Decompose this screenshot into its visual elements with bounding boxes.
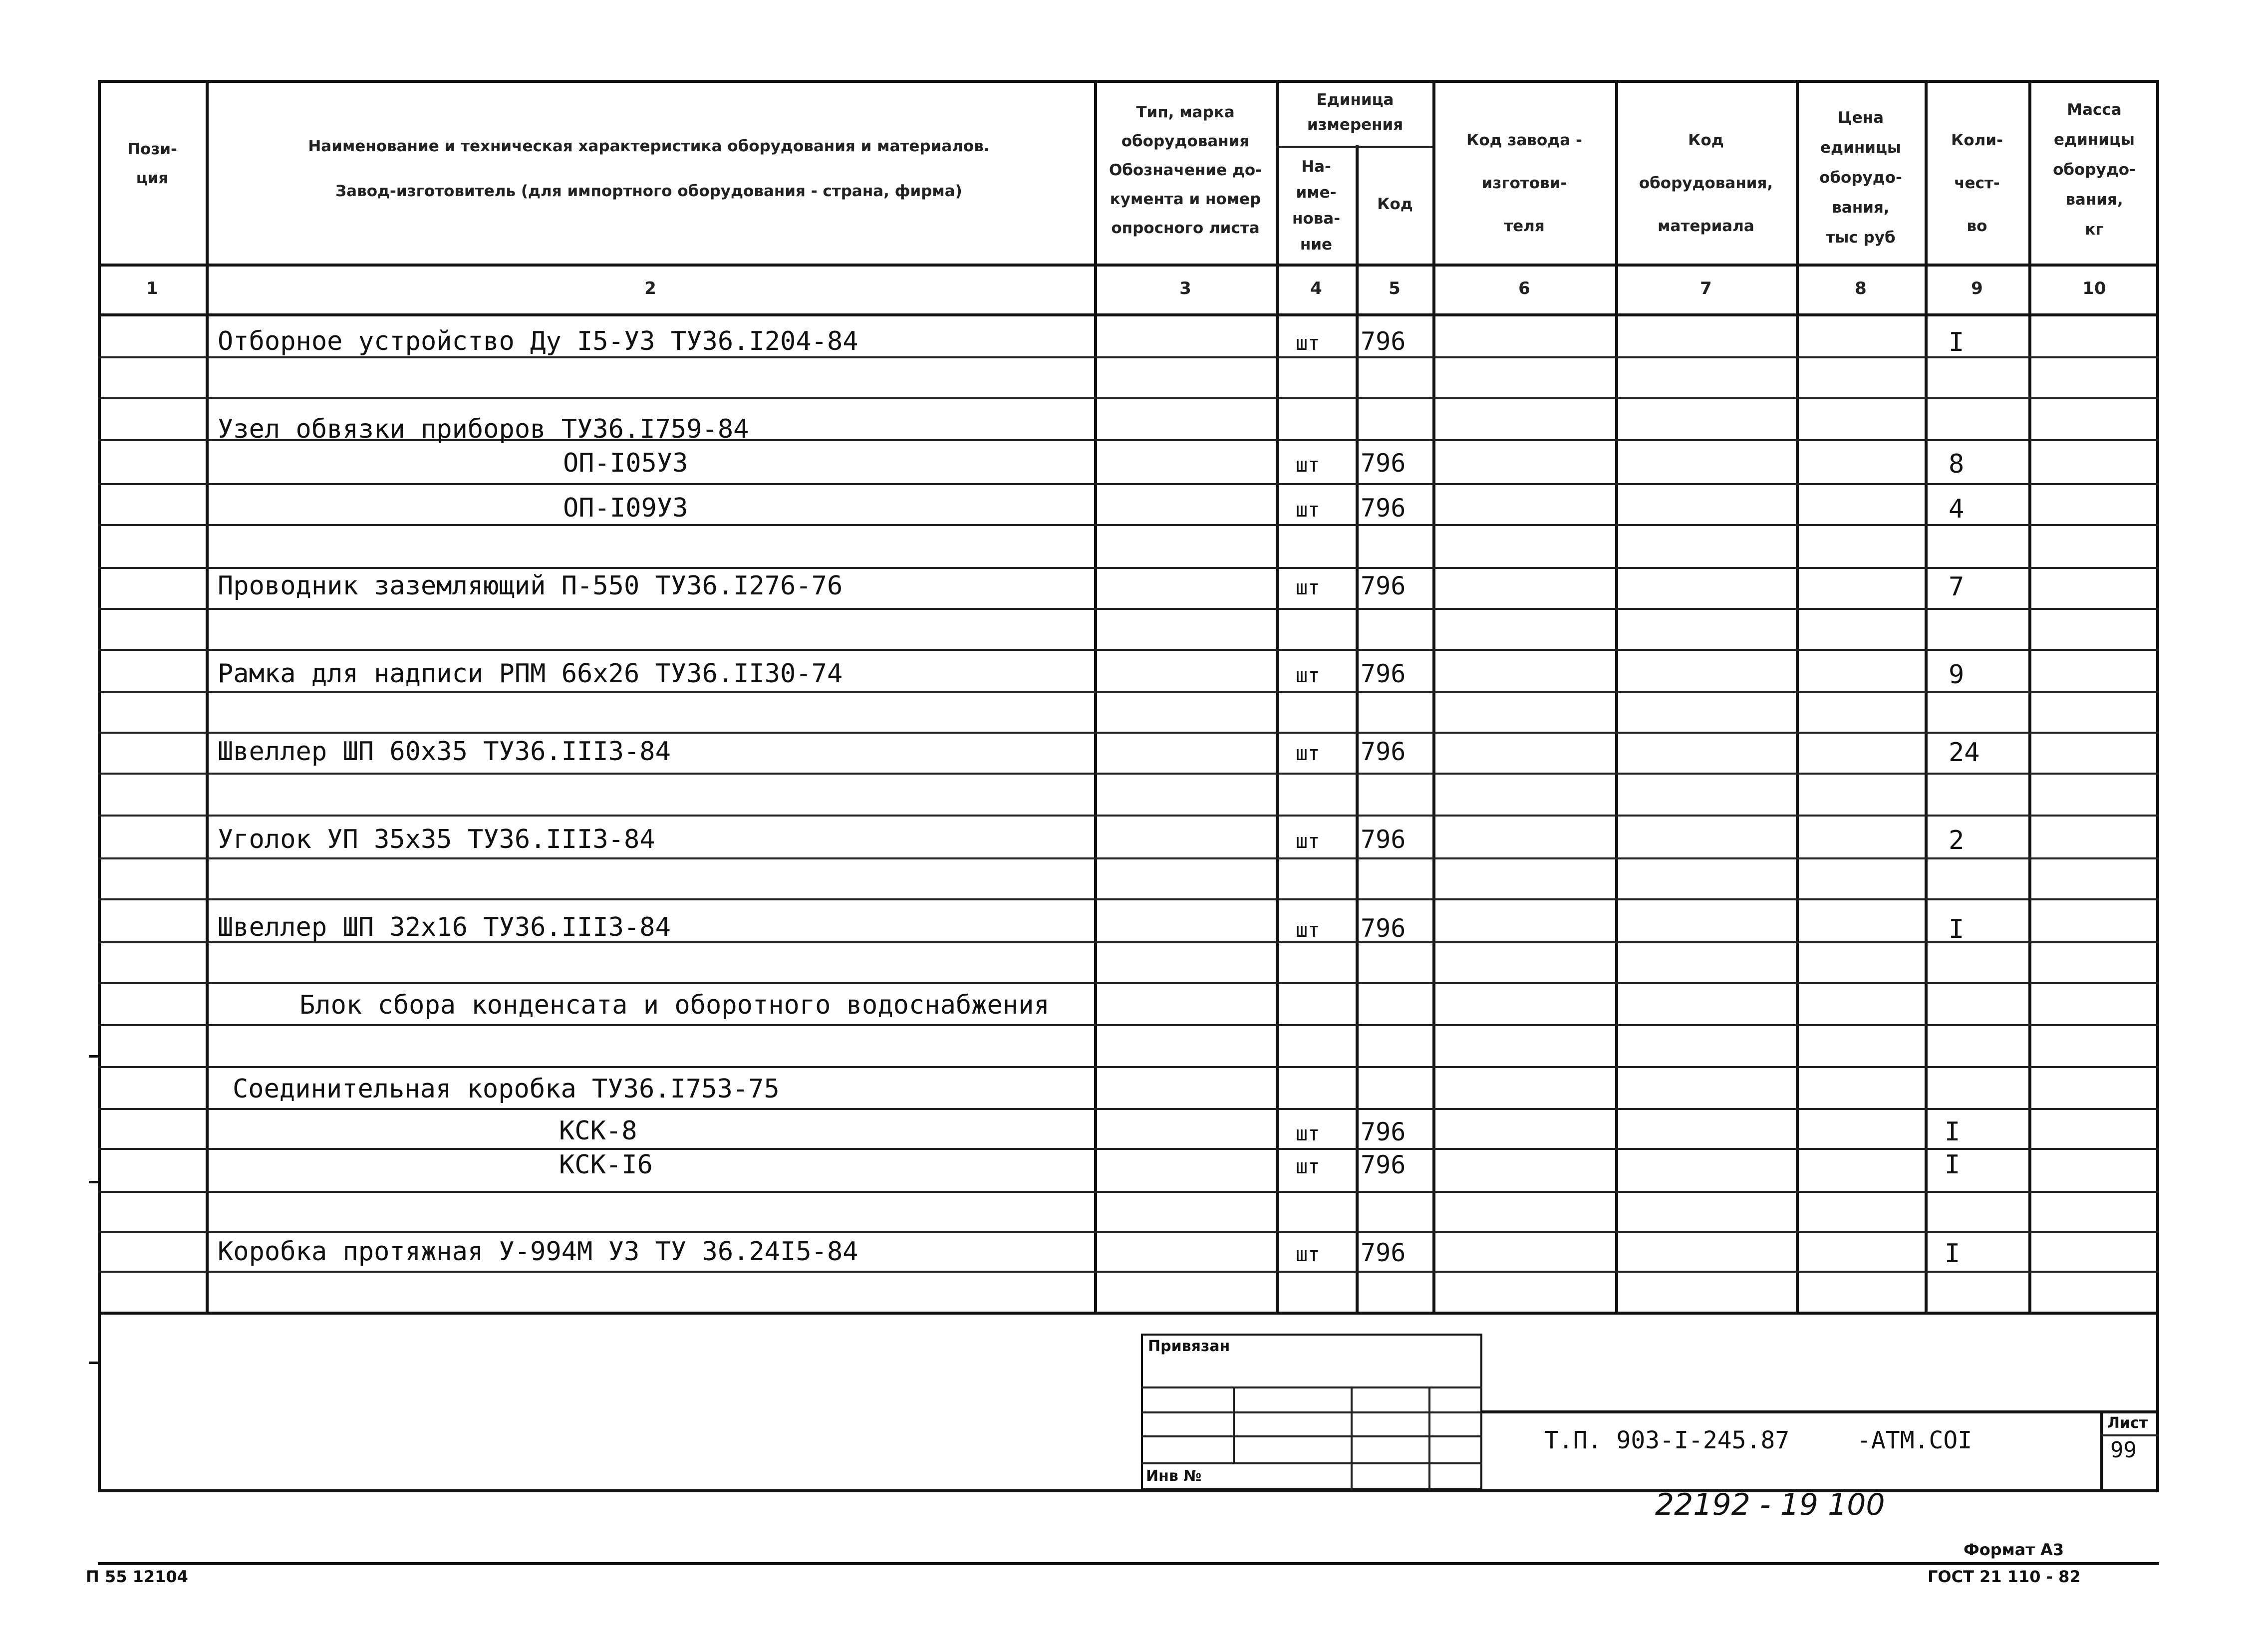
row-unit: шт bbox=[1296, 454, 1320, 477]
colnum-8: 8 bbox=[1855, 278, 1867, 298]
col-divider-4 bbox=[1356, 145, 1359, 1313]
row-name: Блок сбора конденсата и оборотного водоснабжения bbox=[299, 990, 1050, 1020]
row-qty: 9 bbox=[1949, 660, 1965, 690]
row-name: КСК-8 bbox=[559, 1116, 637, 1146]
colnum-10: 10 bbox=[2082, 278, 2106, 298]
row-name: Уголок УП 35х35 ТУ36.III3-84 bbox=[218, 825, 655, 854]
document-suffix: -АТМ.СОI bbox=[1857, 1426, 1972, 1454]
row-qty: 4 bbox=[1949, 494, 1965, 524]
row-unit: шт bbox=[1296, 919, 1320, 942]
footer-line bbox=[98, 1562, 2159, 1565]
colnum-7: 7 bbox=[1700, 278, 1712, 298]
row-line bbox=[98, 1108, 2159, 1110]
row-line bbox=[98, 567, 2159, 569]
document-number: Т.П. 903-I-245.87 bbox=[1544, 1426, 1790, 1454]
footer-left-code: П 55 12104 bbox=[86, 1567, 188, 1586]
row-name: КСК-I6 bbox=[559, 1150, 653, 1180]
row-line bbox=[98, 1148, 2159, 1150]
row-line bbox=[98, 524, 2159, 526]
colnum-5: 5 bbox=[1389, 278, 1401, 298]
header-price: Цена единицы оборудо- вания, тыс руб bbox=[1819, 109, 1902, 247]
row-code: 796 bbox=[1361, 327, 1406, 356]
header-bottom-line bbox=[98, 264, 2159, 267]
approval-row-line bbox=[1141, 1435, 1482, 1437]
header-position: Пози- ция bbox=[127, 140, 177, 187]
row-name: Проводник заземляющий П-550 ТУ36.I276-76 bbox=[218, 571, 843, 601]
row-line bbox=[98, 691, 2159, 693]
header-unit-name: На- име- нова- ние bbox=[1292, 158, 1341, 254]
row-name: Коробка протяжная У-994М УЗ ТУ 36.24I5-84 bbox=[218, 1237, 858, 1267]
approval-col-line bbox=[1351, 1386, 1353, 1490]
row-name: ОП-I09УЗ bbox=[563, 493, 688, 523]
row-unit: шт bbox=[1296, 1155, 1320, 1178]
header-factory-code: Код завода - изготови- теля bbox=[1466, 131, 1582, 235]
row-line bbox=[98, 483, 2159, 485]
row-line bbox=[98, 732, 2159, 734]
row-qty: 24 bbox=[1949, 738, 1980, 768]
margin-tick bbox=[89, 1362, 100, 1364]
colnum-6: 6 bbox=[1518, 278, 1530, 298]
row-name: Соединительная коробка ТУ36.I753-75 bbox=[233, 1074, 780, 1104]
row-line bbox=[98, 982, 2159, 984]
header-unit-code: Код bbox=[1377, 195, 1413, 213]
unit-group-divider bbox=[1276, 146, 1432, 148]
header-quantity: Коли- чест- во bbox=[1951, 131, 2003, 235]
row-unit: шт bbox=[1296, 742, 1320, 765]
row-code: 796 bbox=[1361, 494, 1406, 523]
row-unit: шт bbox=[1296, 1243, 1320, 1266]
row-code: 796 bbox=[1361, 825, 1406, 854]
row-line bbox=[98, 1271, 2159, 1273]
row-line bbox=[98, 608, 2159, 610]
inv-number-label: Инв № bbox=[1146, 1467, 1202, 1485]
row-unit: шт bbox=[1296, 830, 1320, 853]
sheet-number: 99 bbox=[2110, 1437, 2137, 1463]
colnum-1: 1 bbox=[146, 278, 158, 298]
colnum-9: 9 bbox=[1971, 278, 1983, 298]
colnum-bottom-line bbox=[98, 313, 2159, 316]
margin-tick bbox=[89, 1055, 100, 1058]
row-code: 796 bbox=[1361, 914, 1406, 943]
row-name: Отборное устройство Ду I5-УЗ ТУ36.I204-84 bbox=[218, 326, 858, 356]
header-name: Наименование и техническая характеристика оборудования и материалов. Завод-изготовитель (для импортного оборудования - страна, фирма) bbox=[308, 137, 990, 200]
row-line bbox=[98, 356, 2159, 358]
sheet-box-line bbox=[2100, 1434, 2159, 1436]
footer-format: Формат А3 bbox=[1964, 1540, 2064, 1559]
row-line bbox=[98, 649, 2159, 651]
approval-row-line bbox=[1141, 1462, 1482, 1464]
row-unit: шт bbox=[1296, 499, 1320, 522]
row-unit: шт bbox=[1296, 332, 1320, 355]
row-line bbox=[98, 1066, 2159, 1068]
approval-col-line bbox=[1428, 1386, 1430, 1490]
row-code: 796 bbox=[1361, 659, 1406, 688]
approval-col-line bbox=[1233, 1386, 1235, 1462]
colnum-4: 4 bbox=[1310, 278, 1322, 298]
row-qty: I bbox=[1945, 1150, 1961, 1180]
row-line bbox=[98, 1024, 2159, 1026]
row-line bbox=[98, 1231, 2159, 1233]
privyazan-label: Привязан bbox=[1148, 1338, 1230, 1355]
row-line bbox=[98, 815, 2159, 817]
row-name: Рамка для надписи РПМ 66х26 ТУ36.II30-74 bbox=[218, 659, 843, 689]
row-unit: шт bbox=[1296, 664, 1320, 687]
row-unit: шт bbox=[1296, 1122, 1320, 1145]
row-code: 796 bbox=[1361, 737, 1406, 766]
row-code: 796 bbox=[1361, 1238, 1406, 1267]
row-line bbox=[98, 898, 2159, 900]
row-line bbox=[98, 1191, 2159, 1193]
row-qty: 8 bbox=[1949, 449, 1965, 479]
row-code: 796 bbox=[1361, 449, 1406, 478]
approval-row-line bbox=[1141, 1386, 1482, 1388]
row-qty: I bbox=[1945, 1239, 1961, 1269]
handwritten-number: 22192 - 19 100 bbox=[1655, 1487, 1885, 1522]
row-qty: I bbox=[1949, 914, 1965, 944]
header-unit-group: Единица измерения bbox=[1307, 91, 1404, 134]
row-name: Швеллер ШП 32х16 ТУ36.III3-84 bbox=[218, 912, 671, 942]
header-type: Тип, марка оборудования Обозначение до- кумента и номер опросного листа bbox=[1109, 103, 1262, 237]
margin-tick bbox=[89, 1181, 100, 1183]
row-line bbox=[98, 397, 2159, 399]
row-code: 796 bbox=[1361, 1150, 1406, 1179]
row-name: ОП-I05УЗ bbox=[563, 448, 688, 478]
row-line bbox=[98, 773, 2159, 775]
row-qty: 2 bbox=[1949, 826, 1965, 855]
row-unit: шт bbox=[1296, 576, 1320, 599]
header-equipment-code: Код оборудования, материала bbox=[1639, 131, 1773, 235]
approval-row-line bbox=[1141, 1411, 1482, 1413]
row-code: 796 bbox=[1361, 571, 1406, 600]
row-qty: I bbox=[1949, 327, 1965, 357]
colnum-2: 2 bbox=[644, 278, 656, 298]
row-qty: I bbox=[1945, 1117, 1961, 1147]
header-mass: Масса единицы оборудо- вания, кг bbox=[2053, 101, 2136, 239]
sheet-label: Лист bbox=[2107, 1414, 2148, 1432]
row-name: Узел обвязки приборов ТУ36.I759-84 bbox=[218, 414, 749, 444]
colnum-3: 3 bbox=[1179, 278, 1191, 298]
row-qty: 7 bbox=[1949, 572, 1965, 602]
stamp-top-line bbox=[1482, 1410, 2159, 1413]
table-bottom-line bbox=[98, 1312, 2159, 1315]
footer-gost: ГОСТ 21 110 - 82 bbox=[1928, 1567, 2081, 1586]
row-line bbox=[98, 857, 2159, 859]
row-code: 796 bbox=[1361, 1117, 1406, 1146]
row-name: Швеллер ШП 60х35 ТУ36.III3-84 bbox=[218, 737, 671, 767]
